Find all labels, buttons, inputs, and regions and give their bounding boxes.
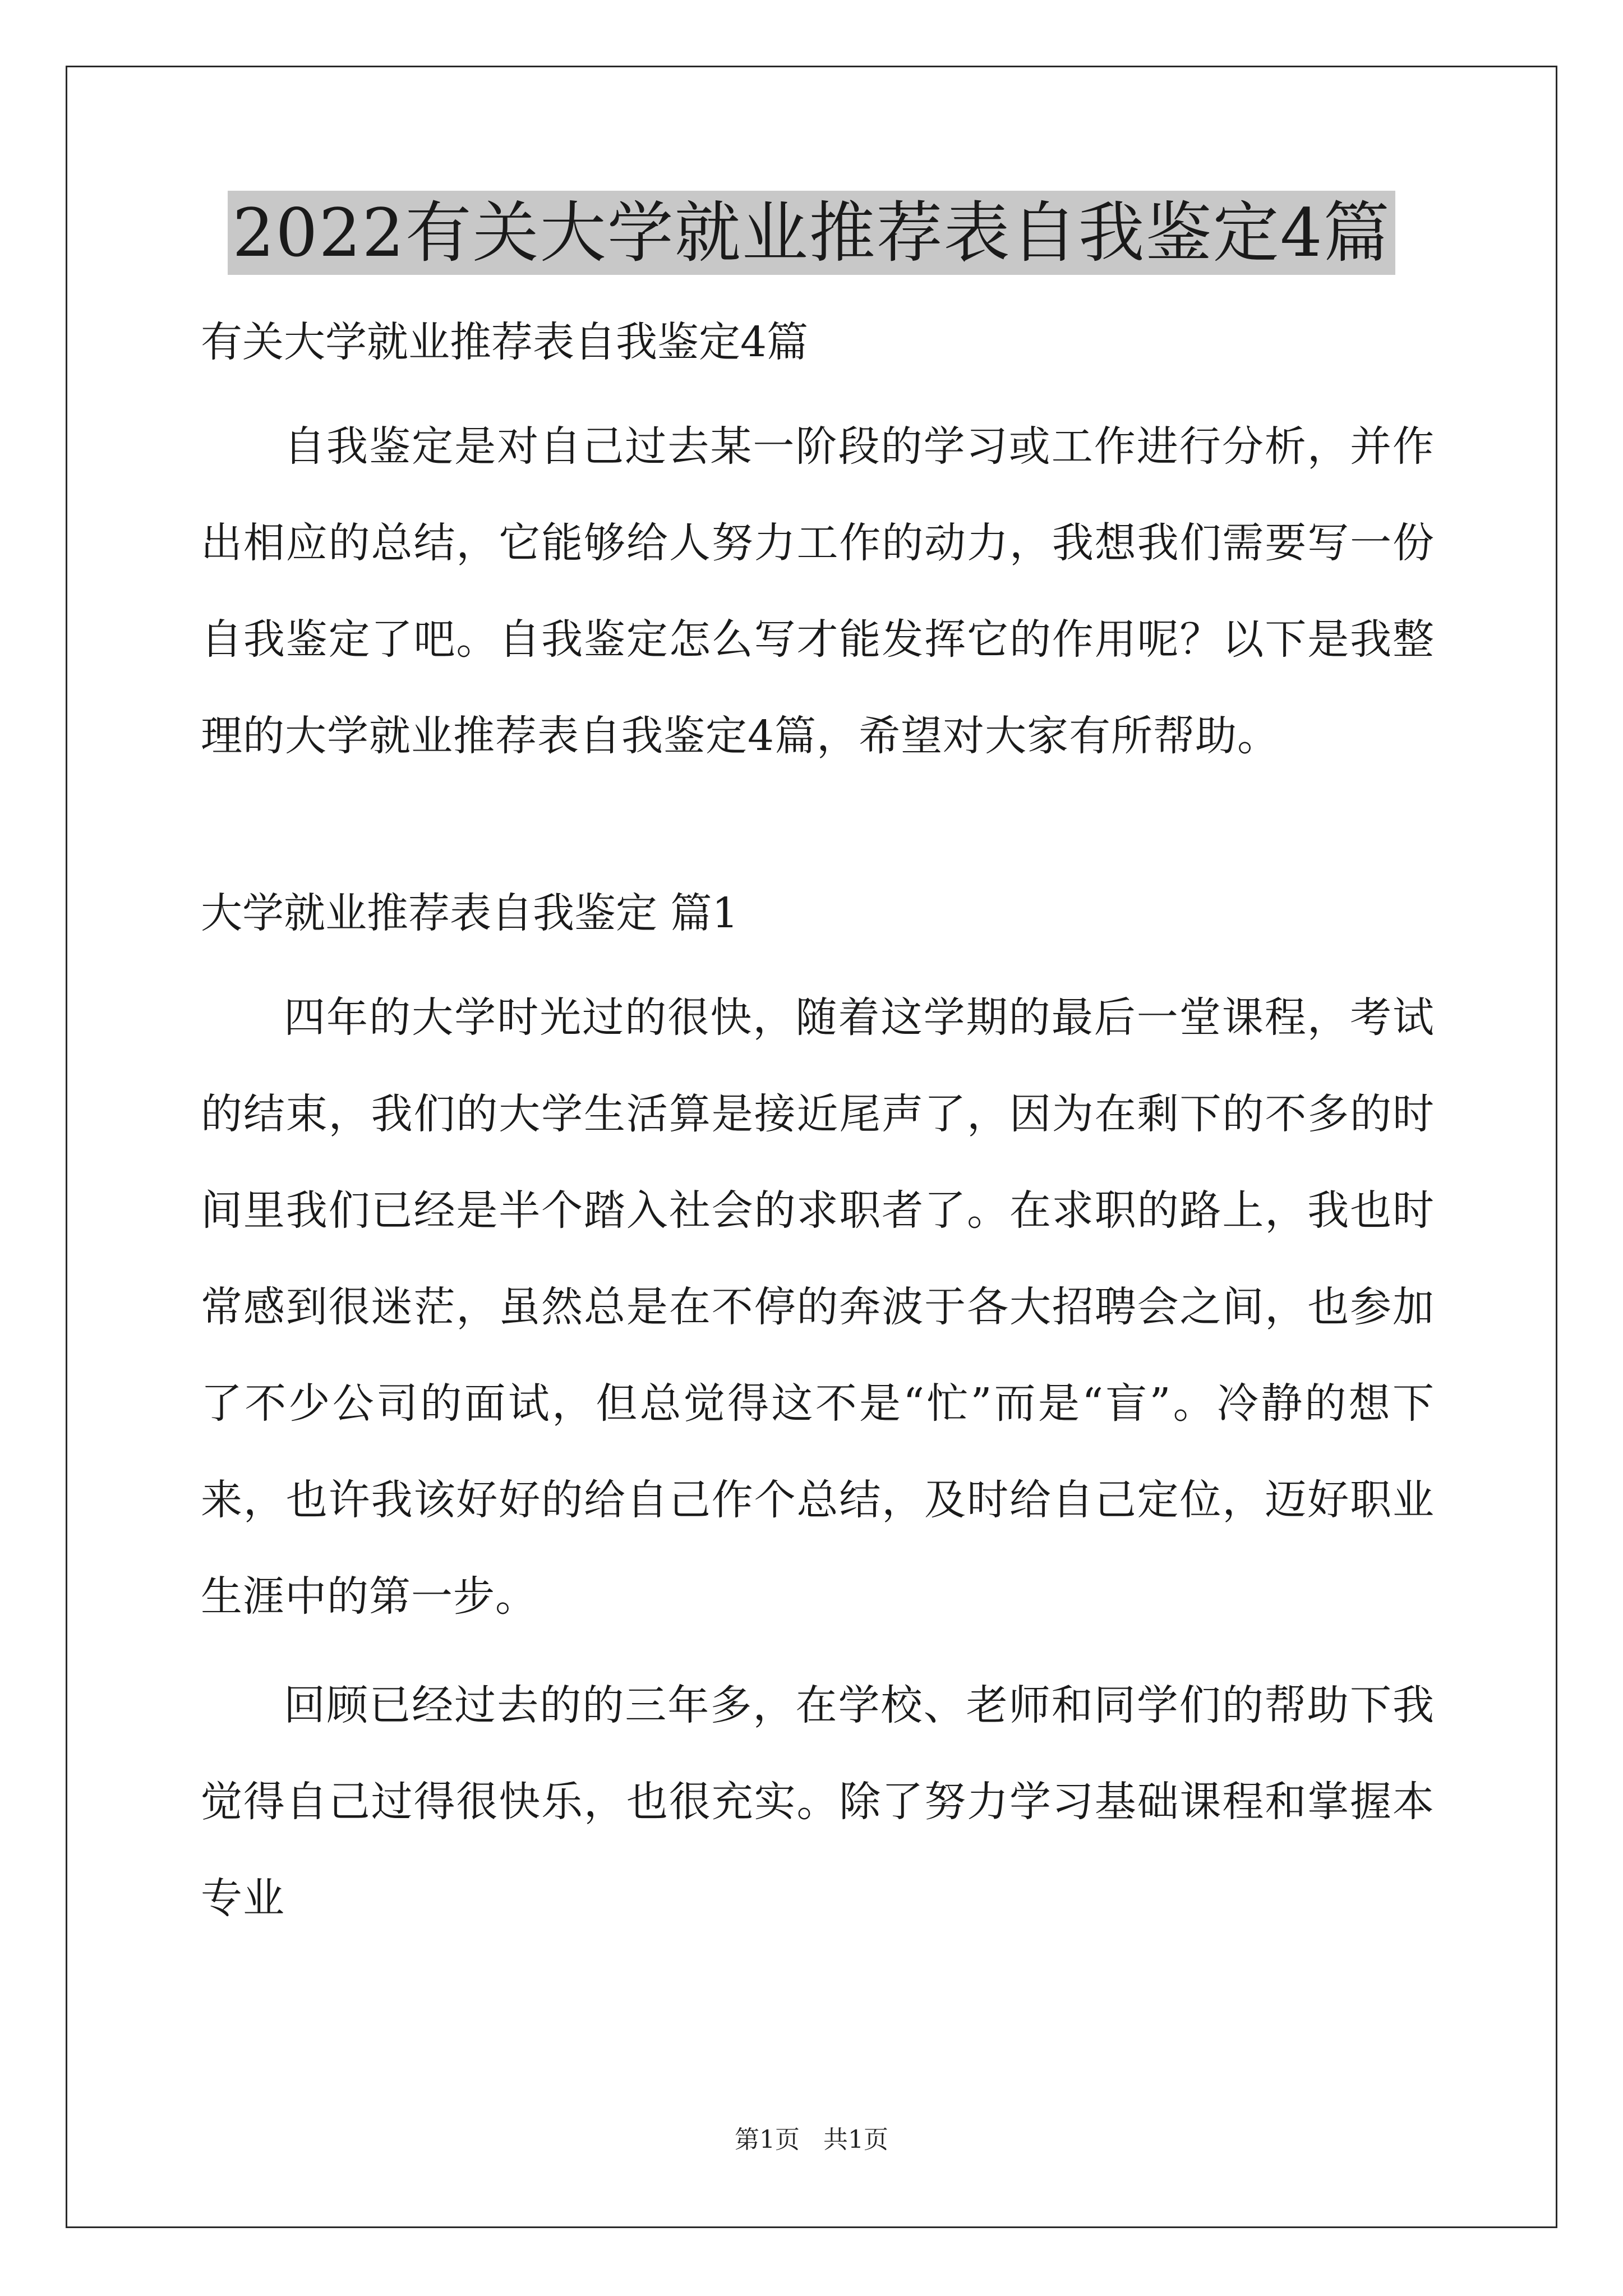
title-container xyxy=(0,191,1623,275)
body-paragraph: 四年的大学时光过的很快，随着这学期的最后一堂课程，考试的结束，我们的大学生活算是接近尾声了，因为在剩下的不多的时间里我们已经是半个踏入社会的求职者了。在求职的路上，我也时常感到很迷茫，虽然总是在不停的奔波于各大招聘会之间，也参加了不少公司的面试，但总觉得这不是“忙”而是“盲”。冷静的想下来，也许我该好好的给自己作个总结，及时给自己定位，迈好职业生涯中的第一步。 xyxy=(201,993,1435,1621)
document-title: 2022有关大学就业推荐表自我鉴定4篇 xyxy=(228,191,1395,275)
intro-paragraph: 自我鉴定是对自己过去某一阶段的学习或工作进行分析，并作出相应的总结，它能够给人努力工作的动力，我想我们需要写一份自我鉴定了吧。自我鉴定怎么写才能发挥它的作用呢？以下是我整理的大学就业推荐表自我鉴定4篇，希望对大家有所帮助。 xyxy=(201,422,1435,760)
page-footer: 第1页 共1页 xyxy=(735,2125,888,2154)
section-heading: 大学就业推荐表自我鉴定 篇1 xyxy=(201,889,739,937)
document-subtitle: 有关大学就业推荐表自我鉴定4篇 xyxy=(201,318,809,366)
body-paragraph: 回顾已经过去的的三年多，在学校、老师和同学们的帮助下我觉得自己过得很快乐，也很充实。除了努力学习基础课程和掌握本专业 xyxy=(201,1681,1435,1922)
document-body xyxy=(201,314,1435,1947)
